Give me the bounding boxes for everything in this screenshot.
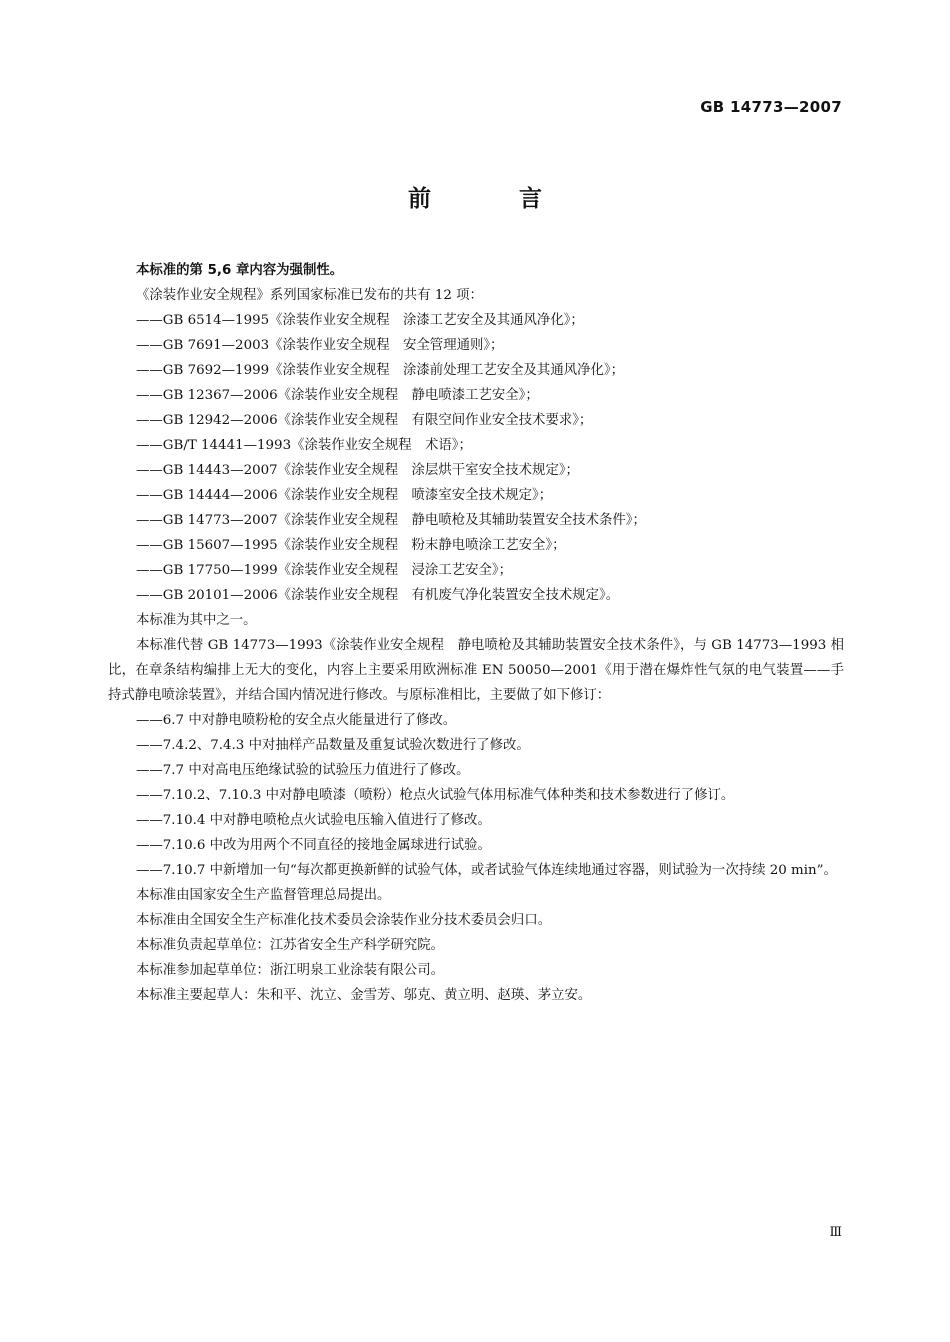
list-item: ——GB 7692—1999《涂装作业安全规程 涂漆前处理工艺安全及其通风净化》； xyxy=(136,363,624,378)
list-item: ——7.10.6 中改为用两个不同直径的接地金属球进行试验。 xyxy=(136,838,491,853)
list-item: ——7.10.4 中对静电喷枪点火试验电压输入值进行了修改。 xyxy=(136,813,491,828)
series-intro: 《涂装作业安全规程》系列国家标准已发布的共有 12 项： xyxy=(136,288,483,303)
list-item: ——7.7 中对高电压绝缘试验的试验压力值进行了修改。 xyxy=(136,763,470,778)
list-item: ——7.10.2、7.10.3 中对静电喷漆（喷粉）枪点火试验气体用标准气体种类和技术参数进行了修订。 xyxy=(136,788,735,803)
drafters-note: 本标准主要起草人：朱和平、沈立、金雪芳、邬克、黄立明、赵瑛、茅立安。 xyxy=(136,988,592,1003)
page-number: Ⅲ xyxy=(829,1225,842,1240)
list-item: ——GB/T 14441—1993《涂装作业安全规程 术语》； xyxy=(136,438,472,453)
list-item: ——GB 6514—1995《涂装作业安全规程 涂漆工艺安全及其通风净化》； xyxy=(136,313,584,328)
committee-note: 本标准由全国安全生产标准化技术委员会涂装作业分技术委员会归口。 xyxy=(136,913,552,928)
proposer-note: 本标准由国家安全生产监督管理总局提出。 xyxy=(136,888,391,903)
participating-unit-note: 本标准参加起草单位：浙江明泉工业涂装有限公司。 xyxy=(136,963,444,978)
body-text xyxy=(108,258,844,1008)
page-title: 前 言 xyxy=(407,186,582,212)
list-item: ——GB 14443—2007《涂装作业安全规程 涂层烘干室安全技术规定》； xyxy=(136,463,579,478)
list-item: ——7.4.2、7.4.3 中对抽样产品数量及重复试验次数进行了修改。 xyxy=(136,738,530,753)
list-item: ——7.10.7 中新增加一句“每次都更换新鲜的试验气体，或者试验气体连续地通过容器，则试验为一次持续 20 min”。 xyxy=(136,863,837,878)
replacement-paragraph: 本标准代替 GB 14773—1993《涂装作业安全规程 静电喷枪及其辅助装置安全技术条件》，与 GB 14773—1993 相比，在章条结构编排上无大的变化，内容上主要采用欧洲标准 EN 50050—2001《用于潜在爆炸性气氛的电气装置——手持式静电喷涂装置》，并结合国内情况进行修改。与原标准相比，主要做了如下修订： xyxy=(108,638,844,703)
standard-number: GB 14773—2007 xyxy=(700,98,842,116)
drafting-unit-note: 本标准负责起草单位：江苏省安全生产科学研究院。 xyxy=(136,938,444,953)
list-item: ——GB 15607—1995《涂装作业安全规程 粉末静电喷涂工艺安全》； xyxy=(136,538,566,553)
list-item: ——GB 12367—2006《涂装作业安全规程 静电喷漆工艺安全》； xyxy=(136,388,539,403)
list-item: ——GB 14773—2007《涂装作业安全规程 静电喷枪及其辅助装置安全技术条件》； xyxy=(136,513,646,528)
changes-list xyxy=(108,708,844,883)
list-item: ——GB 20101—2006《涂装作业安全规程 有机废气净化装置安全技术规定》。 xyxy=(136,588,620,603)
one-of-note: 本标准为其中之一。 xyxy=(136,613,257,628)
list-item: ——6.7 中对静电喷粉枪的安全点火能量进行了修改。 xyxy=(136,713,457,728)
list-item: ——GB 17750—1999《涂装作业安全规程 浸涂工艺安全》； xyxy=(136,563,512,578)
list-item: ——GB 14444—2006《涂装作业安全规程 喷漆室安全技术规定》； xyxy=(136,488,553,503)
series-list xyxy=(108,308,844,608)
list-item: ——GB 7691—2003《涂装作业安全规程 安全管理通则》； xyxy=(136,338,504,353)
list-item: ——GB 12942—2006《涂装作业安全规程 有限空间作业安全技术要求》； xyxy=(136,413,593,428)
mandatory-note: 本标准的第 5,6 章内容为强制性。 xyxy=(136,263,344,278)
